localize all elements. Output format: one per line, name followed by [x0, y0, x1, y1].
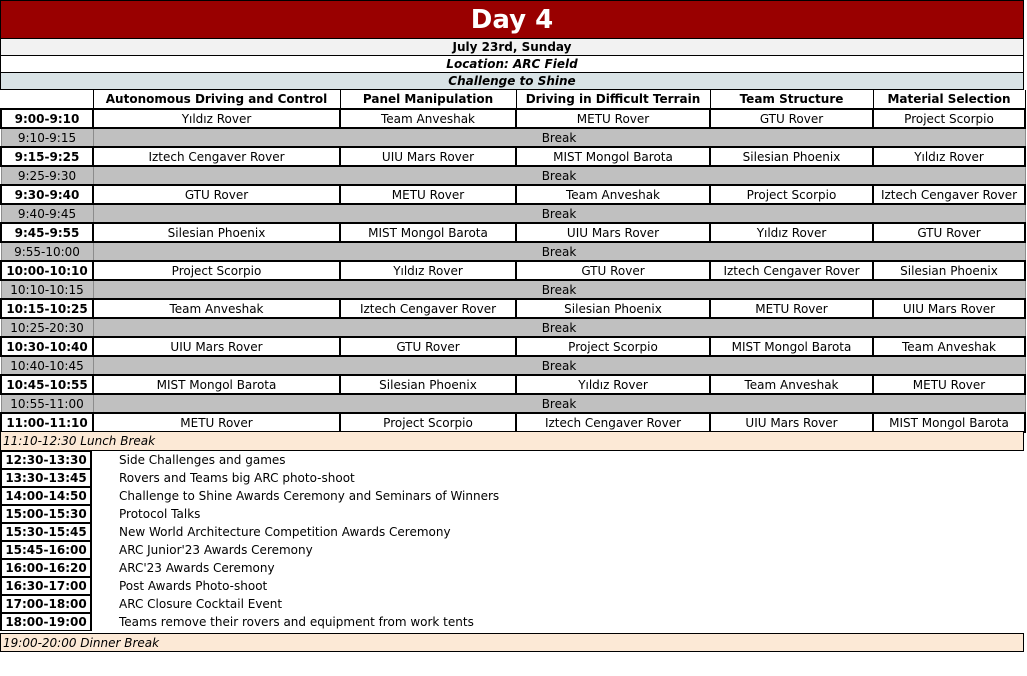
break-row: [1, 356, 1025, 375]
slot-time: 10:30-10:40: [1, 337, 93, 356]
team-cell: Yıldız Rover: [710, 223, 873, 242]
break-label: Break: [93, 356, 1025, 375]
break-label: Break: [93, 204, 1025, 223]
team-cell: Yıldız Rover: [340, 261, 516, 280]
break-label: Break: [93, 318, 1025, 337]
team-cell: Iztech Cengaver Rover: [873, 185, 1025, 204]
column-header: Material Selection: [873, 90, 1025, 109]
team-cell: METU Rover: [340, 185, 516, 204]
afternoon-time: 14:00-14:50: [0, 487, 92, 505]
break-time: 9:25-9:30: [1, 166, 93, 185]
team-cell: MIST Mongol Barota: [710, 337, 873, 356]
team-cell: Team Anveshak: [93, 299, 340, 318]
afternoon-event: ARC'23 Awards Ceremony: [119, 561, 275, 575]
afternoon-item: [0, 595, 1024, 613]
location-banner: Location: ARC Field: [0, 56, 1024, 73]
team-cell: MIST Mongol Barota: [93, 375, 340, 394]
break-row: [1, 128, 1025, 147]
team-cell: UIU Mars Rover: [710, 413, 873, 432]
afternoon-time: 17:00-18:00: [0, 595, 92, 613]
time-slot-row: [1, 299, 1025, 318]
slot-time: 9:45-9:55: [1, 223, 93, 242]
time-slot-row: [1, 413, 1025, 432]
afternoon-item: [0, 451, 1024, 469]
date-banner: July 23rd, Sunday: [0, 39, 1024, 56]
afternoon-event: ARC Junior'23 Awards Ceremony: [119, 543, 313, 557]
team-cell: Team Anveshak: [340, 109, 516, 128]
afternoon-time: 15:45-16:00: [0, 541, 92, 559]
afternoon-time: 16:00-16:20: [0, 559, 92, 577]
break-label: Break: [93, 280, 1025, 299]
afternoon-item: [0, 541, 1024, 559]
afternoon-time: 15:00-15:30: [0, 505, 92, 523]
schedule-body: [1, 109, 1025, 432]
time-slot-row: [1, 337, 1025, 356]
lunch-break-banner: 11:10-12:30 Lunch Break: [0, 432, 1024, 451]
team-cell: MIST Mongol Barota: [873, 413, 1025, 432]
team-cell: Team Anveshak: [873, 337, 1025, 356]
afternoon-item: [0, 577, 1024, 595]
break-time: 9:10-9:15: [1, 128, 93, 147]
afternoon-schedule: [0, 451, 1024, 631]
break-time: 10:55-11:00: [1, 394, 93, 413]
column-header: Autonomous Driving and Control: [93, 90, 340, 109]
afternoon-item: [0, 505, 1024, 523]
afternoon-event: Teams remove their rovers and equipment from work tents: [119, 615, 474, 629]
team-cell: Project Scorpio: [93, 261, 340, 280]
break-row: [1, 166, 1025, 185]
slot-time: 10:15-10:25: [1, 299, 93, 318]
team-cell: METU Rover: [873, 375, 1025, 394]
team-cell: GTU Rover: [340, 337, 516, 356]
break-time: 9:40-9:45: [1, 204, 93, 223]
slot-time: 9:15-9:25: [1, 147, 93, 166]
team-cell: Project Scorpio: [873, 109, 1025, 128]
afternoon-event: Rovers and Teams big ARC photo-shoot: [119, 471, 355, 485]
time-slot-row: [1, 185, 1025, 204]
break-time: 10:25-20:30: [1, 318, 93, 337]
afternoon-time: 18:00-19:00: [0, 613, 92, 631]
column-header: Team Structure: [710, 90, 873, 109]
afternoon-event: Challenge to Shine Awards Ceremony and Seminars of Winners: [119, 489, 500, 503]
slot-time: 10:00-10:10: [1, 261, 93, 280]
break-time: 10:10-10:15: [1, 280, 93, 299]
team-cell: Iztech Cengaver Rover: [93, 147, 340, 166]
column-header-row: [1, 90, 1025, 109]
afternoon-event: New World Architecture Competition Awards Ceremony: [119, 525, 451, 539]
page-title: Day 4: [0, 0, 1024, 39]
break-row: [1, 318, 1025, 337]
afternoon-time: 12:30-13:30: [0, 451, 92, 469]
team-cell: UIU Mars Rover: [873, 299, 1025, 318]
team-cell: GTU Rover: [516, 261, 710, 280]
team-cell: METU Rover: [516, 109, 710, 128]
afternoon-time: 13:30-13:45: [0, 469, 92, 487]
team-cell: GTU Rover: [93, 185, 340, 204]
afternoon-time: 16:30-17:00: [0, 577, 92, 595]
time-slot-row: [1, 109, 1025, 128]
team-cell: UIU Mars Rover: [516, 223, 710, 242]
afternoon-item: [0, 487, 1024, 505]
team-cell: Yıldız Rover: [93, 109, 340, 128]
team-cell: Silesian Phoenix: [93, 223, 340, 242]
time-column-header: [1, 90, 93, 109]
team-cell: Iztech Cengaver Rover: [340, 299, 516, 318]
time-slot-row: [1, 375, 1025, 394]
team-cell: Silesian Phoenix: [516, 299, 710, 318]
team-cell: GTU Rover: [710, 109, 873, 128]
break-row: [1, 280, 1025, 299]
afternoon-event: Protocol Talks: [119, 507, 201, 521]
slot-time: 9:30-9:40: [1, 185, 93, 204]
team-cell: GTU Rover: [873, 223, 1025, 242]
slot-time: 10:45-10:55: [1, 375, 93, 394]
team-cell: Yıldız Rover: [516, 375, 710, 394]
team-cell: Silesian Phoenix: [340, 375, 516, 394]
team-cell: Yıldız Rover: [873, 147, 1025, 166]
afternoon-event: Side Challenges and games: [119, 453, 286, 467]
slot-time: 9:00-9:10: [1, 109, 93, 128]
team-cell: Team Anveshak: [516, 185, 710, 204]
break-row: [1, 204, 1025, 223]
column-header: Panel Manipulation: [340, 90, 516, 109]
team-cell: Project Scorpio: [340, 413, 516, 432]
team-cell: Iztech Cengaver Rover: [710, 261, 873, 280]
team-cell: METU Rover: [93, 413, 340, 432]
afternoon-item: [0, 559, 1024, 577]
break-time: 10:40-10:45: [1, 356, 93, 375]
afternoon-event: Post Awards Photo-shoot: [119, 579, 268, 593]
team-cell: UIU Mars Rover: [340, 147, 516, 166]
afternoon-item: [0, 469, 1024, 487]
break-label: Break: [93, 242, 1025, 261]
break-row: [1, 394, 1025, 413]
team-cell: MIST Mongol Barota: [516, 147, 710, 166]
column-header: Driving in Difficult Terrain: [516, 90, 710, 109]
time-slot-row: [1, 261, 1025, 280]
team-cell: Project Scorpio: [516, 337, 710, 356]
afternoon-item: [0, 613, 1024, 631]
slot-time: 11:00-11:10: [1, 413, 93, 432]
afternoon-time: 15:30-15:45: [0, 523, 92, 541]
break-label: Break: [93, 128, 1025, 147]
break-time: 9:55-10:00: [1, 242, 93, 261]
time-slot-row: [1, 223, 1025, 242]
team-cell: METU Rover: [710, 299, 873, 318]
afternoon-item: [0, 523, 1024, 541]
team-cell: Project Scorpio: [710, 185, 873, 204]
team-cell: Silesian Phoenix: [710, 147, 873, 166]
break-row: [1, 242, 1025, 261]
afternoon-event: ARC Closure Cocktail Event: [119, 597, 283, 611]
dinner-break-banner: 19:00-20:00 Dinner Break: [0, 633, 1024, 652]
team-cell: Iztech Cengaver Rover: [516, 413, 710, 432]
challenge-banner: Challenge to Shine: [0, 73, 1024, 90]
team-cell: MIST Mongol Barota: [340, 223, 516, 242]
break-label: Break: [93, 394, 1025, 413]
time-slot-row: [1, 147, 1025, 166]
team-cell: Team Anveshak: [710, 375, 873, 394]
team-cell: Silesian Phoenix: [873, 261, 1025, 280]
schedule-table: [0, 90, 1026, 433]
team-cell: UIU Mars Rover: [93, 337, 340, 356]
break-label: Break: [93, 166, 1025, 185]
